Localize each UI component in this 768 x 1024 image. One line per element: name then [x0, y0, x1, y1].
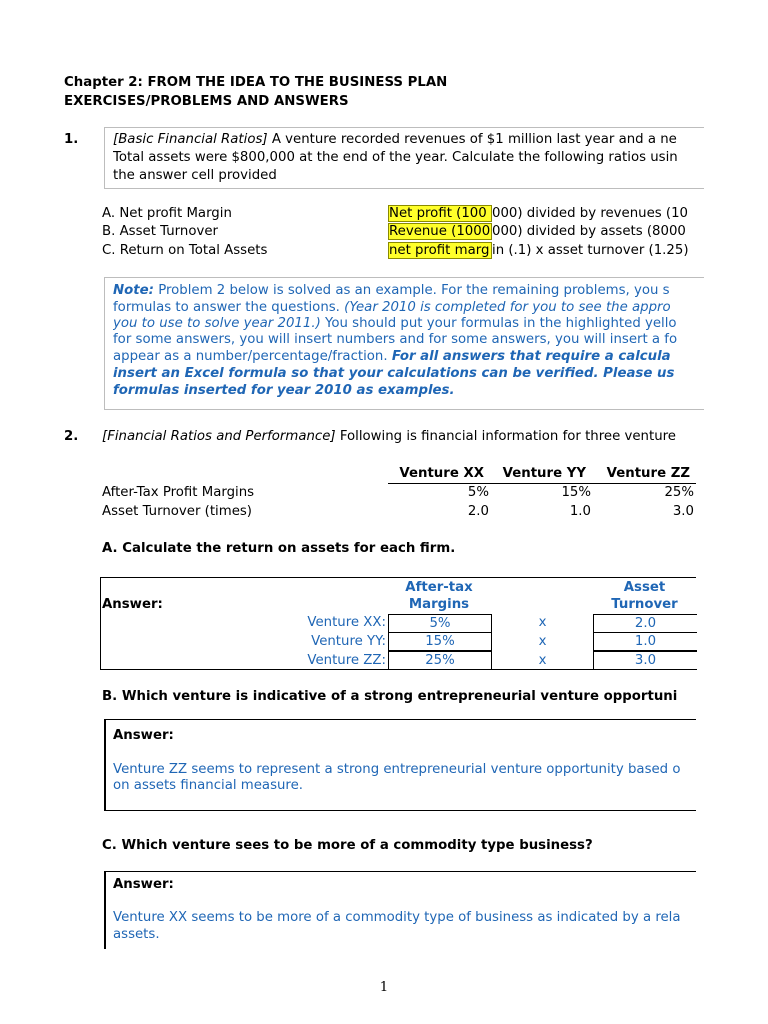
- turnover-cell-yy[interactable]: 1.0: [593, 632, 697, 651]
- venture-xx-label: Venture XX:: [307, 615, 386, 630]
- answer-a-label: Answer:: [102, 597, 163, 612]
- col-after-tax-line1: After-tax: [405, 580, 473, 595]
- note-line-1: Note: Problem 2 below is solved as an example. For the remaining problems, you s: [113, 283, 670, 298]
- part-c-question: C. Which venture sees to be more of a commodity type business?: [102, 838, 593, 853]
- col-turnover-line2: Turnover: [611, 597, 678, 612]
- note-line-3: you to use to solve year 2011.) You should put your formulas in the highlighted yello: [113, 316, 677, 331]
- note-line-6: insert an Excel formula so that your calculations can be verified. Please us: [113, 366, 675, 381]
- ratio-label-c: C. Return on Total Assets: [102, 243, 268, 258]
- col-after-tax-line2: Margins: [408, 597, 470, 612]
- margin-cell-yy[interactable]: 15%: [388, 632, 492, 651]
- answer-c-top-border: [104, 871, 696, 872]
- venture-zz-label: Venture ZZ:: [307, 653, 386, 668]
- table-cell: 5%: [467, 485, 489, 500]
- answer-b-bottom-border: [104, 810, 696, 811]
- answer-b-top-border: [104, 719, 696, 720]
- answer-c-text-line1[interactable]: Venture XX seems to be more of a commodity type of business as indicated by a rela: [113, 910, 681, 925]
- highlight-cell[interactable]: Net profit (100: [388, 205, 492, 222]
- problem-1-text-line3: the answer cell provided: [113, 168, 277, 183]
- answer-b-label: Answer:: [113, 728, 174, 743]
- answer-c-left-border: [104, 871, 106, 949]
- note-line-2: formulas to answer the questions. (Year 2010 is completed for you to see the appro: [113, 300, 671, 315]
- turnover-cell-xx[interactable]: 2.0: [593, 614, 697, 633]
- problem-1-text-line1: [Basic Financial Ratios] A venture recorded revenues of $1 million last year and a ne: [113, 132, 677, 147]
- ratio-formula-c: net profit marg in (.1) x asset turnover (1.25): [389, 243, 689, 258]
- note-line-5: appear as a number/percentage/fraction. For all answers that require a calcula: [113, 349, 671, 364]
- highlight-cell[interactable]: Revenue (1000: [389, 224, 491, 239]
- answer-b-text-line1[interactable]: Venture ZZ seems to represent a strong entrepreneurial venture opportunity based o: [113, 762, 681, 777]
- multiply-sign: x: [538, 653, 547, 668]
- margin-cell-zz[interactable]: 25%: [388, 651, 492, 670]
- col-turnover-line1: Asset: [623, 580, 666, 595]
- answer-c-text-line2[interactable]: assets.: [113, 927, 160, 942]
- col-header-zz: Venture ZZ: [606, 466, 690, 481]
- row-label-margins: After-Tax Profit Margins: [102, 485, 255, 500]
- turnover-cell-zz[interactable]: 3.0: [593, 651, 697, 670]
- problem-2-intro: [Financial Ratios and Performance] Following is financial information for three venture: [102, 429, 676, 444]
- answer-a-left-border: [100, 577, 101, 670]
- table-cell: 2.0: [467, 504, 489, 519]
- highlight-cell[interactable]: net profit marg: [388, 242, 492, 259]
- problem-1-text-line2: Total assets were $800,000 at the end of the year. Calculate the following ratios usin: [113, 150, 678, 165]
- part-a-question: A. Calculate the return on assets for each firm.: [102, 541, 456, 556]
- multiply-sign: x: [538, 634, 547, 649]
- answer-b-text-line2[interactable]: on assets financial measure.: [113, 778, 304, 793]
- ratio-formula-b: Revenue (1000 000) divided by assets (8000: [389, 224, 686, 239]
- col-header-xx: Venture XX: [399, 466, 484, 481]
- margin-cell-xx[interactable]: 5%: [388, 614, 492, 633]
- ratio-label-a: A. Net profit Margin: [102, 206, 232, 221]
- table-cell: 1.0: [569, 504, 591, 519]
- problem-1-number: 1.: [64, 132, 79, 147]
- col-header-yy: Venture YY: [502, 466, 586, 481]
- multiply-sign: x: [538, 615, 547, 630]
- table-cell: 25%: [664, 485, 694, 500]
- table-cell: 15%: [561, 485, 591, 500]
- row-label-turnover: Asset Turnover (times): [102, 504, 252, 519]
- note-line-4: for some answers, you will insert numbers and for some answers, you will insert a fo: [113, 332, 678, 347]
- ratio-label-b: B. Asset Turnover: [102, 224, 218, 239]
- problem-2-number: 2.: [64, 429, 79, 444]
- header-underline: [388, 483, 696, 484]
- chapter-subtitle: EXERCISES/PROBLEMS AND ANSWERS: [64, 94, 349, 109]
- answer-b-left-border: [104, 719, 106, 811]
- venture-yy-label: Venture YY:: [311, 634, 386, 649]
- ratio-formula-a: Net profit (100 000) divided by revenues (10: [389, 206, 689, 221]
- table-cell: 3.0: [672, 504, 694, 519]
- page-number: 1: [379, 980, 389, 995]
- chapter-title: Chapter 2: FROM THE IDEA TO THE BUSINESS PLAN: [64, 75, 448, 90]
- answer-a-top-border: [100, 577, 696, 578]
- answer-c-label: Answer:: [113, 877, 174, 892]
- note-line-7: formulas inserted for year 2010 as examples.: [113, 383, 455, 398]
- part-b-question: B. Which venture is indicative of a strong entrepreneurial venture opportuni: [102, 689, 678, 704]
